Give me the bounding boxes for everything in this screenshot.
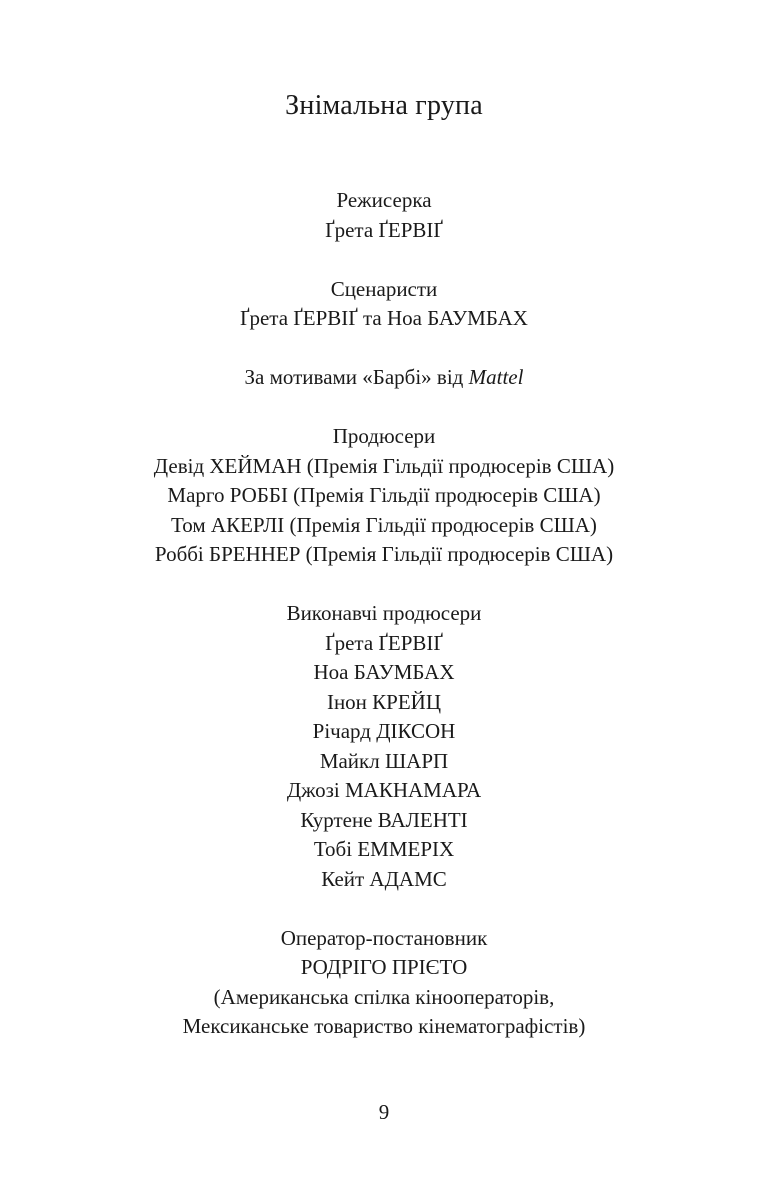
credit-name: Куртене ВАЛЕНТІ xyxy=(300,807,468,832)
credit-name: Роббі БРЕННЕР (Премія Гільдії продюсерів США) xyxy=(154,542,614,566)
credit-name: Інон КРЕЙЦ xyxy=(326,689,442,714)
based-on-text: За мотивами «Барбі» від xyxy=(244,365,469,389)
credit-name: Річард ДІКСОН xyxy=(312,719,456,743)
credit-name: Ґрета ҐЕРВІҐ та Ноа БАУМБАХ xyxy=(240,306,528,330)
credit-affiliation: (Американська спілка кінооператорів, xyxy=(213,984,555,1009)
based-on-brand: Mattel xyxy=(468,365,524,389)
credit-name: Тобі ЕММЕРІХ xyxy=(313,837,455,861)
page-title: Знімальна група xyxy=(285,90,483,121)
credit-role: Оператор-постановник xyxy=(280,925,488,950)
credit-name: Девід ХЕЙМАН (Премія Гільдії продюсерів США) xyxy=(153,453,615,478)
credit-director xyxy=(0,186,768,245)
credit-affiliation: Мексиканське товариство кінематографістів) xyxy=(182,1014,586,1038)
credit-executive-producers xyxy=(0,599,768,894)
credit-role: Продюсери xyxy=(332,424,436,448)
credit-role: Режисерка xyxy=(336,188,432,212)
credits-list xyxy=(0,186,768,1071)
credit-role: Виконавчі продюсери xyxy=(286,601,482,625)
credit-name: Марго РОББІ (Премія Гільдії продюсерів США) xyxy=(167,483,601,507)
credit-name: Ґрета ҐЕРВІҐ xyxy=(325,217,443,242)
credit-role: Сценаристи xyxy=(330,276,438,301)
credit-name: Кейт АДАМС xyxy=(321,866,447,891)
credit-name: Джозі МАКНАМАРА xyxy=(286,778,482,802)
credit-producers xyxy=(0,422,768,570)
credit-name: Ноа БАУМБАХ xyxy=(313,660,455,684)
credit-writers xyxy=(0,275,768,334)
credit-cinematographer xyxy=(0,924,768,1042)
credit-name: Том АКЕРЛІ (Премія Гільдії продюсерів США) xyxy=(171,512,597,537)
credit-name: Майкл ШАРП xyxy=(319,748,449,773)
credit-name: РОДРІГО ПРІЄТО xyxy=(300,955,468,979)
credit-based-on xyxy=(0,363,768,393)
page-number: 9 xyxy=(378,1100,390,1124)
credit-name: Ґрета ҐЕРВІҐ xyxy=(325,630,443,655)
based-on-line xyxy=(0,363,768,393)
